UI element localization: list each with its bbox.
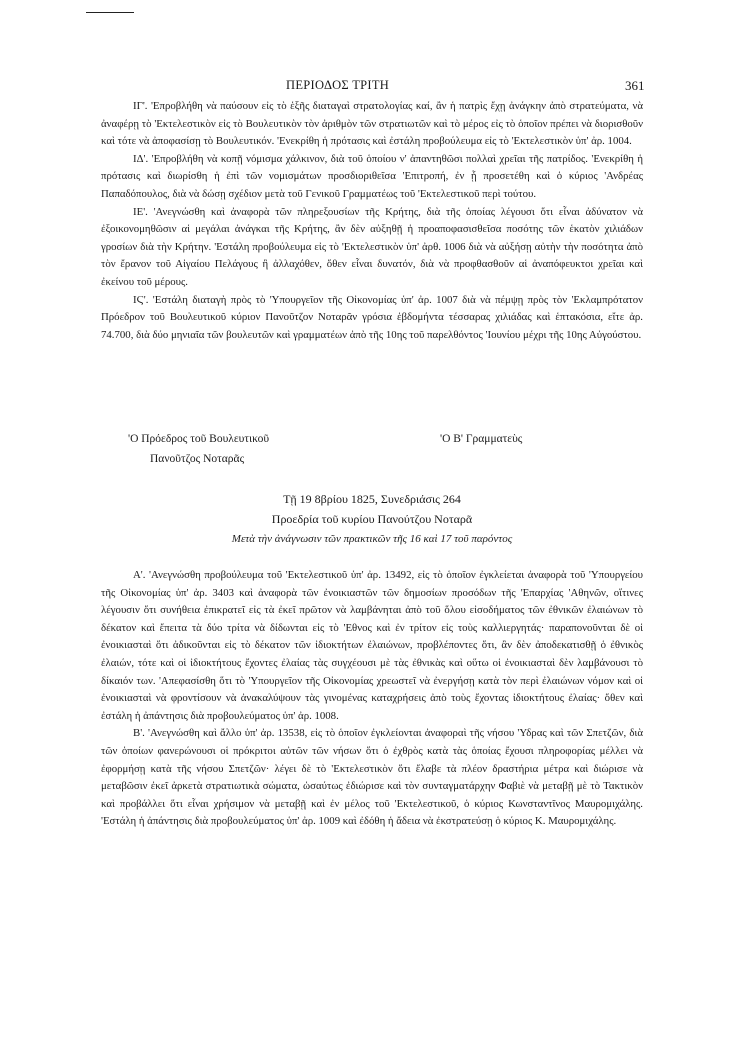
signature-secretary: [440, 429, 522, 449]
item-b: Β'. 'Ανεγνώσθη καὶ ἄλλο ὑπ' ἀρ. 13538, εἰς τὸ ὁποῖον ἐγκλείονται ἀναφοραὶ τῆς νήσου 'Υδρας καὶ τῶν Σπετζῶν, διὰ τῶν ὁποίων φανερώνουσι οἱ πρόκριτοι αὐτῶν τῶν νήσων ὅτι ὁ ἐχθρὸς κατὰ τὰς ὁποίας ἔχουσι πληροφορίας μέλλει νὰ ἐφορμήσῃ κατὰ τῆς νήσου Σπετζῶν· λέγει δὲ τὸ 'Εκτελεστικὸν ὅτι ἔλαβε τὰ πλέον δραστήρια μέτρα καὶ διώρισε νὰ μεταβῶσιν ἐκεῖ ἀρκετὰ στρατιωτικὰ σώματα, ὡσαύτως ἐδιώρισε καὶ τὸν συνταγματάρχην Φαβιὲ νὰ μεταβῇ μὲ τὸ Τακτικὸν καὶ προβάλλει ὅτι εἶναι χρήσιμον νὰ μεταβῇ καὶ ἐν μέλος τοῦ 'Εκτελεστικοῦ, ὁ κύριος Κωνσταντῖνος Μαυρομιχάλης. 'Εστάλη ἡ ἀπάντησις διὰ προβουλεύματος ὑπ' ἀρ. 1009 καὶ ἐδόθη ἡ ἄδεια νὰ ἐκστρατεύσῃ ὁ κύριος Κ. Μαυρομιχάλης.: [101, 727, 643, 828]
item-16: ΙϚ'. 'Εστάλη διαταγὴ πρὸς τὸ 'Υπουργεῖον τῆς Οἰκονομίας ὑπ' ἀρ. 1007 διὰ νὰ πέμψῃ πρὸς τὸν 'Εκλαμπρότατον Πρόεδρον τοῦ Βουλευτικοῦ κύριον Πανοῦτζον Νοταρᾶν γρόσια ἑβδομήντα τέσσαρας χιλιάδας καὶ ἑπτακόσια, εἴτε ἀρ. 74.700, διὰ δύο μηνιαῖα τῶν βουλευτῶν καὶ γραμματέων ἀπὸ τῆς 10ης τοῦ παρελθόντος 'Ιουνίου μέχρι τῆς 10ης Αὐγούστου.: [101, 293, 643, 341]
top-rule: [86, 12, 134, 13]
session-subtitle: Μετὰ τὴν ἀνάγνωσιν τῶν πρακτικῶν τῆς 16 καὶ 17 τοῦ παρόντος: [231, 533, 513, 545]
president-name: Πανοῦτζος Νοταρᾶς: [150, 453, 245, 465]
secretary-title: 'Ο Β' Γραμματεὺς: [440, 433, 523, 445]
session-heading: [100, 489, 644, 549]
item-14: ΙΔ'. 'Επροβλήθη νὰ κοπῇ νόμισμα χάλκινον, διὰ τοῦ ὁποίου ν' ἀπαντηθῶσι πολλαὶ χρεῖαι τῆς πατρίδος. 'Ενεκρίθη ἡ πρότασις καὶ διωρίσθη ἡ ἐπὶ τῶν νομισμάτων προσδιοριθεῖσα 'Επιτροπή, ἐν ᾗ προσετέθη καὶ ὁ κύριος 'Ανδρέας Παπαδόπουλος, διὰ νὰ δώσῃ σχέδιον μετὰ τοῦ Γενικοῦ Γραμματέως τοῦ 'Εκτελεστικοῦ περὶ τούτου.: [101, 152, 643, 200]
item-13: ΙΓ'. 'Επροβλήθη νὰ παύσουν εἰς τὸ ἑξῆς διαταγαὶ στρατολογίας καί, ἂν ἡ πατρὶς ἔχῃ ἀνάγκην ἀπὸ στρατεύματα, νὰ ἀναφέρῃ τὸ 'Εκτελεστικὸν εἰς τὸ Βουλευτικὸν τὸν ἀριθμὸν τῶν στρατιωτῶν καὶ τὸ μέρος εἰς τὸ ὁποῖον πρέπει νὰ διορισθοῦν καὶ τότε νὰ ἀποφασίσῃ τὸ Βουλευτικόν. 'Ενεκρίθη ἡ πρότασις καὶ ἐστάλη προβούλευμα εἰς τὸ 'Εκτελεστικὸν ὑπ' ἀρ. 1004.: [101, 100, 643, 148]
signature-president: [128, 429, 269, 469]
session-date: Τῇ 19 8βρίου 1825, Συνεδριάσις 264: [283, 492, 461, 506]
page-number: 361: [625, 78, 645, 93]
minutes-items-top: [101, 98, 643, 344]
running-head: ΠΕΡΙΟΔΟΣ ΤΡΙΤΗ: [286, 78, 390, 92]
minutes-items-bottom: [101, 567, 643, 831]
item-a: Α'. 'Ανεγνώσθη προβούλευμα τοῦ 'Εκτελεστικοῦ ὑπ' ἀρ. 13492, εἰς τὸ ὁποῖον ἐγκλείεται ἀναφορὰ τοῦ 'Υπουργείου τῆς Οἰκονομίας ὑπ' ἀρ. 3403 καὶ ἀναφορὰ τῶν ἐνοικιαστῶν τῶν δημοσίων προσόδων τῆς 'Επαρχίας 'Αθηνῶν, οἵτινες λέγουσιν ὅτι συνήθεια ἐπικρατεῖ εἰς τὰ ἐκεῖ πρῶτον νὰ λαμβάνηται ἀπὸ τοῦ ὅλου εἰσοδήματος τῶν ἐθνικῶν ἐλαιώνων τὸ δέκατον καὶ ἔπειτα τὰ δύο τρίτα νὰ δίδωνται εἰς τὸ 'Εθνος καὶ ἐν τρίτον εἰς τοὺς καλλιεργητάς· παραπονοῦνται δὲ οἱ ἐνοικιασταὶ ὅτι ἀδικοῦνται εἰς τὸ δέκατον τῶν ἰδιοκτήτων ἐλαιώνων, προβλέποντες ὅτι, ἂν δὲν ἀποδεκατισθῇ ὁ ἐθνικὸς ἐλαιών, τότε καὶ οἱ ἰδιοκτήτους ἔχοντες ἐλαίας τὰς συγχέουσι μὲ τὰς ἐθνικὰς καὶ οὕτω οἱ ἐνοικιασταὶ δὲν λαμβάνουσι τὸ δίκαιόν των. 'Απεφασίσθη ὅτι τὸ 'Υπουργεῖον τῆς Οἰκονομίας χρεωστεῖ νὰ ἐνεργήσῃ κατὰ τὸν περὶ ἐλαιώνων νόμον καὶ οἱ ἐνοικιασταὶ νὰ φροντίσουν νὰ ἀνακαλύψουν τὰς γινομένας καταχρήσεις ἀπὸ τοὺς ἔχοντας ἰδιοκτήτους ἐλαίας· ὅθεν καὶ ἐστάλη ἡ ἀπάντησις διὰ προβουλεύματος ὑπ' ἀρ. 1008.: [101, 569, 643, 722]
session-presidency: Προεδρία τοῦ κυρίου Πανούτζου Νοταρᾶ: [271, 512, 473, 526]
item-15: ΙΕ'. 'Ανεγνώσθη καὶ ἀναφορὰ τῶν πληρεξουσίων τῆς Κρήτης, διὰ τῆς ὁποίας λέγουσι ὅτι εἶναι ἀδύνατον νὰ ἐξοικονομηθῶσιν αἱ μεγάλαι ἀνάγκαι τῆς Κρήτης, ἂν δὲν αὐξηθῇ ἡ προαποφασισθεῖσα ποσότης τῶν ἑκατὸν χιλιάδων γροσίων διὰ τὴν Κρήτην. 'Εστάλη προβούλευμα εἰς τὸ 'Εκτελεστικὸν ὑπ' ἀρθ. 1006 διὰ νὰ αὐξήσῃ αὐτὴν τὴν ποσότητα ἀπὸ τὸν ἔρανον τοῦ Αἰγαίου Πελάγους ἢ ἀλλαχόθεν, ὅθεν εἶναι δυνατόν, διὰ νὰ προφθασθοῦν αἱ ἀναπόφευκτοι χρεῖαι καὶ ἐκείνου τοῦ μέρους.: [101, 205, 643, 288]
president-title: 'Ο Πρόεδρος τοῦ Βουλευτικοῦ: [128, 433, 270, 445]
